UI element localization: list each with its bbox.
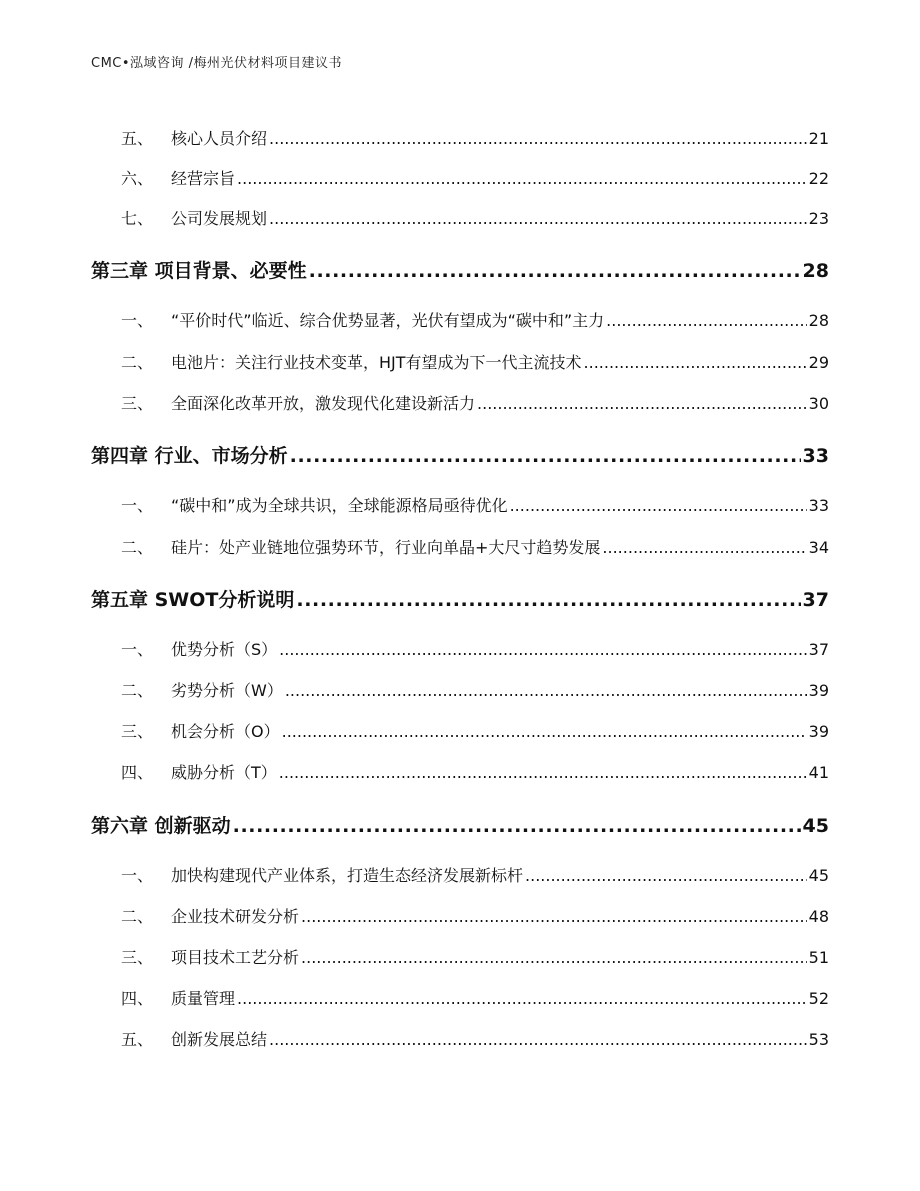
toc-leader-dots: [269, 209, 807, 228]
toc-entry-title: 加快构建现代产业体系，打造生态经济发展新标杆: [171, 866, 524, 885]
toc-chapter-5[interactable]: [91, 585, 829, 612]
toc-entry-title: 经营宗旨: [171, 169, 236, 188]
toc-leader-dots: [279, 763, 807, 782]
toc-entry-title: 公司发展规划: [171, 209, 268, 228]
toc-entry-number: 一、: [121, 311, 154, 330]
toc-leader-dots: [606, 311, 806, 330]
toc-entry-number: 三、: [121, 948, 154, 967]
toc-entry-page: 33: [808, 496, 829, 515]
toc-entry-rnd-analysis[interactable]: [91, 904, 829, 927]
toc-entry-page: 28: [808, 311, 829, 330]
toc-entry-title: 威胁分析（T）: [171, 763, 277, 782]
toc-entry-title: 机会分析（O）: [171, 722, 280, 741]
toc-entry-carbon-neutral[interactable]: [91, 493, 829, 516]
toc-entry-number: 五、: [121, 129, 154, 148]
header-divider: [91, 74, 829, 75]
toc-leader-dots: [301, 907, 807, 926]
toc-leader-dots: [279, 640, 806, 659]
toc-chapter-4[interactable]: [91, 441, 829, 468]
toc-leader-dots: [285, 681, 807, 700]
toc-entry-title: 硅片：处产业链地位强势环节，行业向单晶+大尺寸趋势发展: [171, 538, 601, 557]
toc-leader-dots: [602, 538, 806, 557]
toc-leader-dots: [510, 496, 807, 515]
toc-entry-page: 21: [808, 129, 829, 148]
toc-chapter-6[interactable]: [91, 811, 829, 838]
toc-entry-page: 37: [808, 640, 829, 659]
toc-leader-dots: [269, 129, 807, 148]
toc-leader-dots: [290, 445, 801, 467]
toc-entry-page: 52: [808, 989, 829, 1008]
toc-leader-dots: [477, 394, 807, 413]
toc-entry-business-purpose[interactable]: [91, 166, 829, 189]
toc-leader-dots: [584, 353, 807, 372]
toc-entry-title: 全面深化改革开放，激发现代化建设新活力: [171, 394, 476, 413]
toc-entry-title: 项目技术工艺分析: [171, 948, 300, 967]
toc-entry-number: 七、: [121, 209, 154, 228]
toc-entry-process-analysis[interactable]: [91, 945, 829, 968]
toc-leader-dots: [282, 722, 807, 741]
toc-entry-page: 53: [808, 1030, 829, 1049]
toc-entry-title: 质量管理: [171, 989, 236, 1008]
toc-entry-weaknesses[interactable]: [91, 678, 829, 701]
toc-chapter-title: 第六章 创新驱动: [91, 815, 231, 837]
toc-chapter-3[interactable]: [91, 256, 829, 283]
toc-entry-number: 二、: [121, 681, 154, 700]
toc-chapter-title: 第四章 行业、市场分析: [91, 445, 288, 467]
toc-entry-page: 48: [808, 907, 829, 926]
toc-entry-number: 五、: [121, 1030, 154, 1049]
toc-leader-dots: [237, 989, 807, 1008]
toc-entry-strengths[interactable]: [91, 637, 829, 660]
toc-entry-title: 电池片：关注行业技术变革，HJT有望成为下一代主流技术: [171, 353, 582, 372]
toc-leader-dots: [296, 589, 800, 611]
toc-entry-threats[interactable]: [91, 760, 829, 783]
toc-entry-innovation-summary[interactable]: [91, 1027, 829, 1050]
toc-chapter-title: 第五章 SWOT分析说明: [91, 589, 295, 611]
toc-entry-silicon-wafer[interactable]: [91, 535, 829, 558]
toc-entry-number: 三、: [121, 394, 154, 413]
toc-entry-modern-industry[interactable]: [91, 863, 829, 886]
toc-entry-development-plan[interactable]: [91, 206, 829, 229]
toc-entry-page: 39: [808, 722, 829, 741]
toc-entry-opportunities[interactable]: [91, 719, 829, 742]
toc-entry-number: 二、: [121, 538, 154, 557]
toc-entry-number: 六、: [121, 169, 154, 188]
toc-entry-quality-management[interactable]: [91, 986, 829, 1009]
toc-entry-title: 企业技术研发分析: [171, 907, 300, 926]
toc-entry-title: “平价时代”临近、综合优势显著，光伏有望成为“碳中和”主力: [171, 311, 605, 330]
toc-entry-number: 四、: [121, 989, 154, 1008]
running-header: CMC•泓域咨询 /梅州光伏材料项目建议书: [91, 56, 343, 71]
toc-chapter-page: 45: [802, 815, 829, 837]
toc-entry-number: 一、: [121, 866, 154, 885]
toc-entry-page: 22: [808, 169, 829, 188]
toc-entry-title: “碳中和”成为全球共识，全球能源格局亟待优化: [171, 496, 508, 515]
toc-entry-number: 二、: [121, 353, 154, 372]
toc-chapter-page: 33: [802, 445, 829, 467]
toc-leader-dots: [301, 948, 807, 967]
toc-leader-dots: [525, 866, 807, 885]
toc-entry-page: 23: [808, 209, 829, 228]
toc-entry-page: 51: [808, 948, 829, 967]
toc-entry-number: 二、: [121, 907, 154, 926]
toc-entry-page: 34: [808, 538, 829, 557]
toc-leader-dots: [233, 815, 801, 837]
toc-entry-title: 优势分析（S）: [171, 640, 278, 659]
toc-leader-dots: [269, 1030, 807, 1049]
toc-entry-reform[interactable]: [91, 391, 829, 414]
toc-entry-page: 41: [808, 763, 829, 782]
toc-entry-cell-hjt[interactable]: [91, 350, 829, 373]
toc-entry-page: 30: [808, 394, 829, 413]
toc-entry-page: 45: [808, 866, 829, 885]
toc-entry-title: 劣势分析（W）: [171, 681, 283, 700]
toc-leader-dots: [309, 260, 801, 282]
toc-entry-number: 一、: [121, 496, 154, 515]
toc-chapter-page: 37: [802, 589, 829, 611]
toc-entry-number: 三、: [121, 722, 154, 741]
toc-chapter-page: 28: [802, 260, 829, 282]
toc-entry-core-personnel[interactable]: [91, 126, 829, 149]
toc-chapter-title: 第三章 项目背景、必要性: [91, 260, 307, 282]
toc-entry-number: 四、: [121, 763, 154, 782]
toc-entry-number: 一、: [121, 640, 154, 659]
toc-entry-page: 29: [808, 353, 829, 372]
toc-entry-title: 创新发展总结: [171, 1030, 268, 1049]
toc-leader-dots: [237, 169, 807, 188]
toc-entry-page: 39: [808, 681, 829, 700]
toc-entry-title: 核心人员介绍: [171, 129, 268, 148]
toc-entry-parity-era[interactable]: [91, 308, 829, 331]
